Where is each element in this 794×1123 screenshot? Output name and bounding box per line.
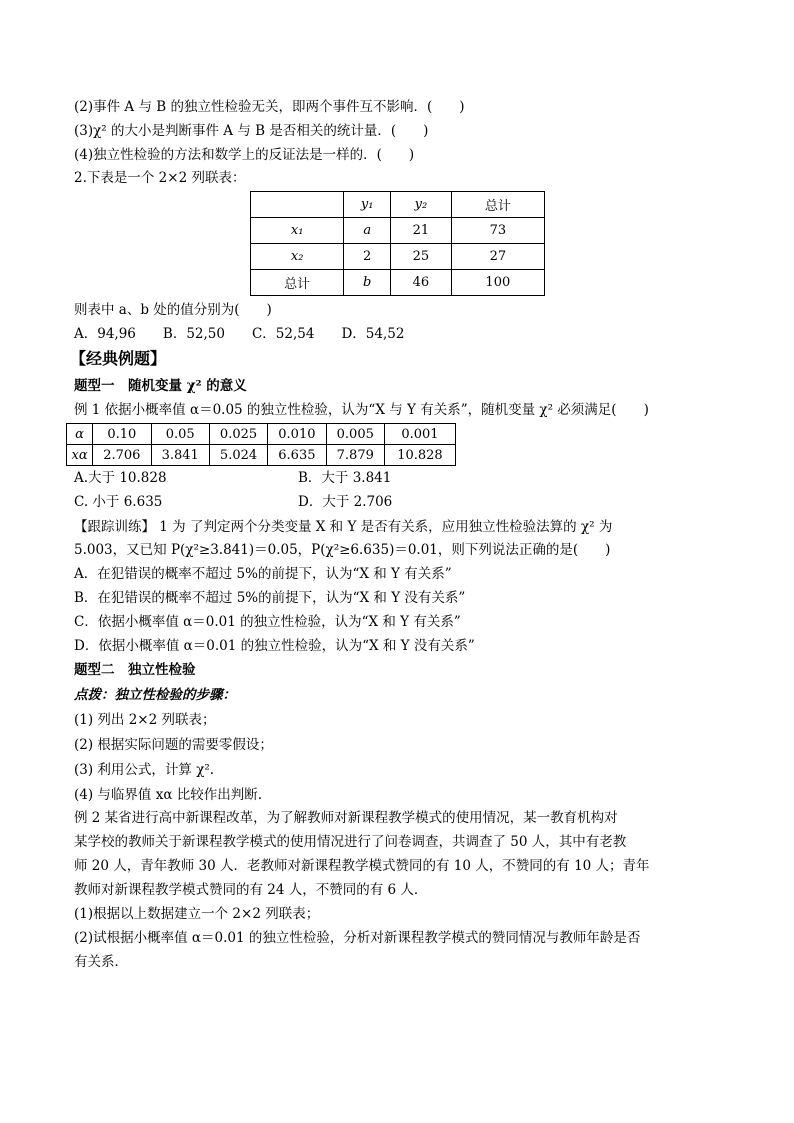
question-2x2-intro: 2.下表是一个 2×2 列联表： — [74, 170, 246, 186]
follow-option-a: A．在犯错误的概率不超过 5%的前提下，认为“X 和 Y 有关系” — [74, 566, 452, 582]
table-cell: 0.025 — [209, 424, 267, 445]
table-cell: 6.635 — [268, 445, 326, 466]
table-cell: 27 — [451, 244, 544, 270]
table-cell: 5.024 — [209, 445, 267, 466]
table-cell — [251, 192, 344, 218]
table-cell: 0.001 — [384, 424, 455, 445]
table-row — [67, 424, 456, 445]
type-heading-1: 题型一 随机变量 χ² 的意义 — [74, 378, 247, 394]
example-2-line-4: 教师对新课程教学模式赞同的有 24 人，不赞同的有 6 人． — [74, 882, 428, 898]
table-cell: 总计 — [251, 270, 344, 296]
table-cell: 46 — [391, 270, 452, 296]
follow-option-d: D．依据小概率值 α＝0.01 的独立性检验，认为“X 和 Y 没有关系” — [74, 638, 475, 654]
section-heading: 【经典例题】 — [70, 349, 167, 368]
tip-heading: 点拨：独立性检验的步骤： — [74, 687, 236, 703]
table-cell: 25 — [391, 244, 452, 270]
step-3: (3) 利用公式，计算 χ². — [74, 762, 215, 778]
step-1: (1) 列出 2×2 列联表； — [74, 712, 216, 728]
question-2: (2)事件 A 与 B 的独立性检验无关，即两个事件互不影响．( ) — [74, 99, 465, 115]
table-cell: xα — [67, 445, 93, 466]
table-cell: 0.005 — [326, 424, 384, 445]
table-cell: 2 — [344, 244, 391, 270]
follow-up-1: 【跟踪训练】 1 为 了判定两个分类变量 X 和 Y 是否有关系，应用独立性检验法算的 χ² 为 — [74, 519, 613, 535]
example-2-part-1: (1)根据以上数据建立一个 2×2 列联表； — [74, 906, 320, 922]
table-row — [251, 218, 545, 244]
table-row — [251, 270, 545, 296]
example-2-line-2: 某学校的教师关于新课程教学模式的使用情况进行了问卷调查，共调查了 50 人，其中有老教 — [74, 834, 627, 850]
type-heading-2: 题型二 独立性检验 — [74, 662, 196, 678]
table-cell: 100 — [451, 270, 544, 296]
question-ask: 则表中 a、b 处的值分别为( ) — [74, 302, 272, 318]
table-cell: 3.841 — [151, 445, 209, 466]
table-cell: 0.10 — [93, 424, 151, 445]
table-cell: 0.05 — [151, 424, 209, 445]
follow-up-1-cont: 5.003，又已知 P(χ²≥3.841)＝0.05，P(χ²≥6.635)＝0.01，则下列说法正确的是( ) — [74, 542, 611, 558]
table-cell: 21 — [391, 218, 452, 244]
option-d: D．大于 2.706 — [298, 494, 393, 510]
question-3: (3)χ² 的大小是判断事件 A 与 B 是否相关的统计量．( ) — [74, 123, 429, 139]
follow-option-b: B．在犯错误的概率不超过 5%的前提下，认为“X 和 Y 没有关系” — [74, 590, 466, 606]
example-2-part-2: (2)试根据小概率值 α＝0.01 的独立性检验，分析对新课程教学模式的赞同情况与教师年龄是否 — [74, 930, 641, 946]
table-cell: 7.879 — [326, 445, 384, 466]
table-cell: b — [344, 270, 391, 296]
table-cell: y₁ — [344, 192, 391, 218]
table-row — [251, 192, 545, 218]
step-4: (4) 与临界值 xα 比较作出判断. — [74, 787, 263, 803]
table-cell: α — [67, 424, 93, 445]
example-1: 例 1 依据小概率值 α＝0.05 的独立性检验，认为“X 与 Y 有关系”，随机变量 χ² 必须满足( ) — [74, 402, 649, 418]
table-row — [67, 445, 456, 466]
table-row — [251, 244, 545, 270]
follow-option-c: C．依据小概率值 α＝0.01 的独立性检验，认为“X 和 Y 有关系” — [74, 614, 461, 630]
table-cell: x₁ — [251, 218, 344, 244]
table-cell: 10.828 — [384, 445, 455, 466]
critical-value-table — [66, 423, 456, 466]
table-cell: 73 — [451, 218, 544, 244]
option-a: A.大于 10.828 — [74, 470, 167, 486]
example-2-line-1: 例 2 某省进行高中新课程改革，为了解教师对新课程教学模式的使用情况，某一教育机构对 — [74, 810, 618, 826]
step-2: (2) 根据实际问题的需要零假设； — [74, 737, 273, 753]
option-b: B．大于 3.841 — [298, 470, 392, 486]
table-cell: 2.706 — [93, 445, 151, 466]
example-2-line-3: 师 20 人，青年教师 30 人．老教师对新课程教学模式赞同的有 10 人，不赞同的有 10 人；青年 — [74, 858, 650, 874]
example-2-part-2-cont: 有关系． — [74, 954, 128, 970]
contingency-table — [250, 191, 545, 296]
table-cell: a — [344, 218, 391, 244]
table-cell: 总计 — [451, 192, 544, 218]
table-cell: x₂ — [251, 244, 344, 270]
question-4: (4)独立性检验的方法和数学上的反证法是一样的．( ) — [74, 147, 415, 163]
answer-options: A．94,96 B．52,50 C．52,54 D．54,52 — [74, 326, 405, 342]
option-c: C. 小于 6.635 — [74, 494, 163, 510]
table-cell: 0.010 — [268, 424, 326, 445]
table-cell: y₂ — [391, 192, 452, 218]
